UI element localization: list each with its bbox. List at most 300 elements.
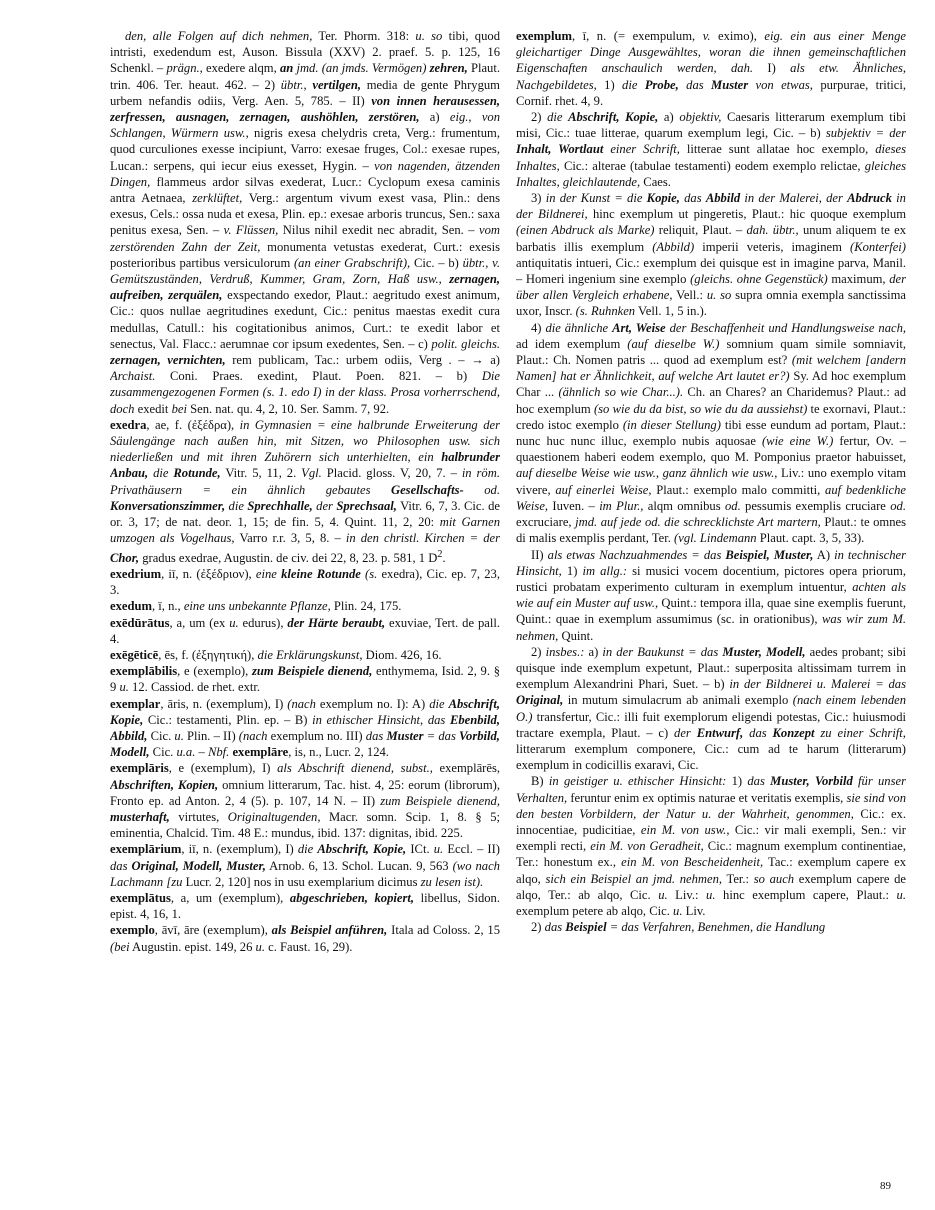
italic-text: im Plur.,: [599, 498, 644, 513]
dictionary-entry: [110, 890, 500, 922]
italic-text: in der Bildnerei u. Malerei = das: [729, 677, 906, 692]
text-run: Vell.:: [672, 288, 707, 303]
text-run: Eccl. – II): [443, 842, 500, 857]
italic-text: ein M. von usw.,: [640, 822, 730, 837]
text-run: Arnob. 6, 13. Schol. Lucan. 9, 563: [265, 858, 453, 873]
text-run: Ter. Phorm. 318:: [312, 29, 416, 43]
italic-text: das: [684, 191, 702, 206]
italic-text: = das Verfahren, Benehmen, die Handlung: [609, 920, 826, 935]
text-run: 2): [531, 644, 546, 659]
italic-text: ein M. von Geradheit,: [590, 839, 704, 854]
italic-text: die ähnliche: [545, 320, 609, 335]
dictionary-entry: [110, 841, 500, 890]
italic-text: die: [297, 842, 314, 857]
text-run: , e (exemplo),: [177, 664, 252, 679]
text-run: exemplum capere de alqo, Ter.: ab alqo, Cic.: [516, 871, 906, 902]
text-run: litterae sunt allatae hoc exemplo,: [679, 142, 876, 157]
text-run: a): [419, 110, 450, 125]
text-run: 1): [561, 563, 583, 578]
italic-text: einer Schrift,: [610, 142, 680, 157]
text-run: Varro r.r. 3, 5, 8. –: [234, 531, 346, 546]
italic-text: (wie eine W.): [761, 434, 834, 449]
italic-text: so auch: [753, 871, 795, 886]
text-run: Plin. 24, 175.: [330, 599, 402, 614]
dictionary-entry: [110, 663, 500, 695]
italic-text: od.: [890, 498, 906, 513]
text-run: eximo),: [710, 29, 765, 43]
text-run: Ch. an Chares? an Charidemus? Plaut.: ad hoc exemplum: [516, 385, 906, 416]
text-run: exedere alqm,: [202, 61, 280, 76]
italic-text: die Erklärungskunst,: [257, 647, 363, 662]
text-run: exemplum no. I): A): [315, 696, 430, 711]
italic-text: der über allen Vergleich erhabene,: [516, 272, 906, 303]
text-run: tibi, quod intristi, exedendum est, Auson. Bissula (XXV) 2. praef. 5. p. 125, 16 Schenkl. –: [110, 29, 500, 76]
translation: Inhalt, Wortlaut: [516, 142, 604, 157]
text-run: Caes.: [640, 174, 671, 189]
italic-text: (so wie du da bist, so wie du da aussiehst): [593, 401, 808, 416]
italic-text: im allg.:: [582, 563, 628, 578]
text-run: a): [658, 110, 680, 125]
text-run: 4): [531, 320, 546, 335]
translation: Original, Modell, Muster,: [131, 858, 266, 873]
italic-text: das: [365, 728, 384, 743]
italic-text: (nach: [287, 696, 316, 711]
text-run: exedit: [134, 401, 172, 416]
italic-text: die: [228, 498, 244, 513]
headword: exemplo: [110, 923, 155, 938]
italic-text: insbes.:: [545, 644, 585, 659]
italic-text: jmd. (an jmds. Vermögen): [293, 61, 430, 76]
text-run: [704, 78, 711, 92]
italic-text: die: [429, 696, 445, 711]
text-run: aedes probant; sibi quisque inde exemplum expetunt, Plaut.: superposita altissimam turrem in exemplum Alexandrini Phari, Suet. – b): [516, 644, 906, 692]
text-run: si musici vocem docentium, pictores opera priorum, rustici probatam experimento culturam in exemplum intuentur,: [516, 563, 906, 594]
text-run: .: [442, 550, 446, 565]
translation: von innen herausessen, zerfressen, ausnagen, zernagen, aushöhlen, zerstören,: [110, 93, 500, 125]
text-run: hinc exemplum ut pingeretis, Plaut.: hic quoque exemplum: [587, 207, 906, 222]
italic-text: dah. übtr.,: [746, 223, 799, 238]
italic-text: (wo nach Lachmann [zu: [110, 858, 500, 889]
translation: Abdruck: [847, 191, 892, 206]
text-run: 12. Cassiod. de rhet. extr.: [128, 680, 261, 695]
text-run: 2): [531, 920, 545, 935]
italic-text: den, alle Folgen auf dich nehmen,: [125, 29, 313, 43]
italic-text: in der Baukunst = das: [602, 644, 719, 659]
italic-text: bei: [171, 401, 187, 416]
text-run: , ī, n.,: [151, 599, 184, 614]
translation: Abbild: [705, 191, 741, 206]
headword: exedrium: [110, 566, 162, 581]
text-run: , e (exemplum), I): [168, 761, 278, 776]
text-run: antiquitatis intueri, Cic.: exemplum dei quisque est in imagine parva, Manil. – Homeri ingenium sine exemplo: [516, 255, 906, 287]
text-run: Cic.: testamenti, Plin. ep. – B): [143, 712, 313, 727]
italic-text: subjektiv = der: [825, 126, 906, 141]
text-run: 1): [726, 774, 748, 789]
italic-text: gleiches Inhaltes, gleichlautende,: [516, 158, 906, 189]
translation: abgeschrieben, kopiert,: [289, 890, 415, 905]
italic-text: u. so: [415, 29, 443, 43]
dictionary-entry: [110, 417, 500, 566]
text-run: omnium litterarum, Tac. hist. 4, 25: eorum (librorum), Fronto ep. ad Anton. 2, 4 (5). p. 107, 14 N. – II): [110, 777, 500, 808]
text-run: Lucr. 2, 120] nos in usu exemplarium dicimus: [182, 874, 421, 889]
italic-text: =: [426, 728, 436, 743]
italic-text: auf dieselbe Weise wie usw., ganz ähnlich wie usw.,: [516, 466, 778, 481]
italic-text: als etwas Nachzuahmendes = das: [547, 547, 722, 562]
text-run: virtutes,: [169, 809, 228, 824]
headword: exēdūrātus: [110, 615, 170, 630]
italic-text: vom zerstörenden Zahn der Zeit,: [110, 223, 500, 254]
translation: Entwurf,: [696, 725, 744, 740]
translation: Kopie,: [646, 191, 680, 206]
text-run: Vitr. 5, 11, 2.: [220, 466, 302, 481]
translation: Muster: [386, 728, 424, 743]
italic-text: übtr., v. Gemütszuständen, Verdruß, Kummer, Gram, Zorn, Haß usw.,: [110, 255, 500, 287]
text-run: Plaut. trin. 406. Ter. heaut. 462. – 2): [110, 61, 500, 92]
text-run: Liv.: uno exemplo vitam vivere,: [516, 466, 906, 497]
dictionary-entry: [516, 28, 906, 109]
italic-text: das: [438, 728, 456, 743]
entry-subsection: [516, 644, 906, 774]
italic-text: eig., von Schlangen, Würmern usw.,: [110, 110, 500, 141]
italic-text: Archaist.: [110, 369, 156, 384]
headword: exēgēticē: [110, 647, 159, 662]
italic-text: von nagenden, ätzenden Dingen,: [110, 158, 500, 189]
text-run: flammeus ardor silvas exederat, Lucr.: Cyclopum exesa caminis antra Aetnaea,: [110, 174, 500, 206]
translation: Original,: [516, 693, 564, 708]
text-run: ad idem exemplum: [516, 336, 628, 351]
italic-text: in Gymnasien = eine halbrunde Erweiterung der Säulengänge nach außen hin, mit Sitzen, wo Philosophen usw. sich niederließen und mit ihren Zuhörern sich unterhielten, ein: [110, 417, 500, 465]
italic-text: Vgl.: [301, 466, 322, 481]
text-run: [748, 78, 755, 92]
entry-subsection: [516, 919, 906, 935]
text-run: Liv.:: [667, 887, 707, 902]
italic-text: (auf dieselbe W.): [627, 336, 720, 351]
text-run: reliquit, Plaut. –: [654, 223, 747, 238]
text-run: Verg.: argentum vivum exest vasa, Plin.: dens exesus, Cels.: ossa nuda et exesa, Plin. ep.: exesae arboris truncus, Sen.: saxa penitus exesa, Sen. –: [110, 191, 500, 238]
italic-text: der Beschaffenheit und Handlungsweise nach,: [669, 320, 906, 335]
text-run: Plaut.: exemplo malo committi,: [651, 482, 826, 497]
translation: Beispiel: [565, 920, 607, 935]
translation: Rotunde,: [173, 466, 221, 481]
text-run: 1): [596, 77, 623, 92]
text-run: somnium quam simile somniavit, Plaut.: Ch. Nomen patris ... quod ad exemplum est?: [516, 336, 906, 368]
text-run: Coni. Praes. exedint, Plaut. Poen. 821. – b): [155, 369, 482, 384]
entry-subsection: [516, 773, 906, 919]
italic-text: u.: [174, 728, 184, 743]
text-run: exuviae, Tert. de pall. 4.: [110, 615, 500, 646]
italic-text: (s. Ruhnken: [575, 304, 636, 319]
text-run: Cic.: alterae (tabulae testamenti) eodem exemplo relictae,: [559, 158, 865, 173]
translation: Abschrift, Kopie,: [110, 696, 500, 727]
text-run: Iuven. –: [548, 498, 600, 513]
italic-text: u.: [433, 842, 444, 857]
italic-text: in der Malerei, der: [744, 191, 843, 206]
text-run: , a, um (ex: [169, 615, 230, 630]
text-run: monumenta vetustas exederat, Curt.: exesis posterioribus partibus versiculorum: [110, 239, 500, 270]
italic-text: u.: [706, 887, 716, 902]
italic-text: sie sind von den besten Vorbildern, der Natur u. der Wahrheit, genommen,: [516, 790, 906, 821]
translation: Abschriften, Kopien,: [110, 777, 219, 792]
translation: an: [279, 61, 294, 76]
translation: Muster: [711, 77, 749, 92]
italic-text: der: [674, 725, 691, 740]
text-run: a): [584, 644, 603, 659]
text-run: –: [195, 745, 208, 760]
text-run: gradus exedrae, Augustin. de civ. dei 22, 8, 23. p. 581, 1 D: [139, 550, 438, 565]
text-run: exemplum no. III): [267, 728, 366, 743]
italic-text: u. so: [706, 288, 732, 303]
text-run: Vell. 1, 5 in.).: [635, 304, 707, 319]
text-run: Cic.: ex. innocentiae, pudicitiae,: [516, 806, 906, 837]
translation: zehren,: [429, 61, 468, 76]
italic-text: zu lesen ist).: [420, 874, 484, 889]
text-run: in mutum simulacrum ab animali exemplo: [563, 693, 793, 708]
text-run: Sen. nat. qu. 4, 2, 10. Ser. Samm. 7, 92.: [186, 401, 390, 416]
italic-text: für unser Verhalten,: [516, 774, 906, 805]
italic-text: auf bedenkliche Weise,: [516, 482, 906, 513]
text-run: Tac.: exemplum capere ex alqo,: [516, 855, 906, 886]
italic-text: (bei: [110, 939, 130, 954]
text-run: Caesaris litterarum exemplum tibi misi, Cic.: tuae litterae, quarum exemplum legi, Cic. – b): [516, 110, 906, 141]
italic-text: u.: [229, 615, 239, 630]
text-run: tibi esse eundum ad portam, Plaut.: nunc huc nunc illuc, exemplo nubis aquosae: [516, 417, 906, 449]
italic-text: das: [749, 725, 767, 740]
text-run: [637, 78, 644, 92]
text-run: , ae, f. (ἐξέδρα),: [146, 417, 240, 432]
italic-text: zerklüftet,: [192, 191, 243, 206]
text-run: Ter.:: [722, 871, 754, 886]
text-run: rem publicam, Tac.: urbem odiis, Verg . – → a): [225, 353, 500, 368]
italic-text: in der Kunst = die: [545, 191, 643, 206]
headword: exemplāre: [232, 745, 289, 760]
text-run: litterarum exemplum componere, Cic.: cum ad te harum (litterarum) exemplum in codicillis exaravi, Cic.: [516, 741, 906, 773]
translation: Probe,: [644, 77, 679, 92]
text-run: , iī, n. (exemplum), I): [181, 842, 298, 857]
italic-text: u.: [673, 903, 683, 918]
text-run: exedra), Cic. ep. 7, 23, 3.: [110, 566, 500, 598]
italic-text: zum Beispiele dienend,: [380, 793, 500, 808]
text-run: , ī, n. (= exempulum,: [571, 29, 703, 43]
text-run: , āvī, āre (exemplum),: [154, 923, 272, 938]
translation: als Beispiel anführen,: [271, 923, 388, 938]
text-run: exspectando exedor, Plaut.: aegritudo exest animum, Cic.: quos nullae aegritudines exedunt, Cic.: penitus maestas exedit cura medullas, Catull.: his cogitationibus animos, Curt.: te exedit labor et senectus, Val. Flacc.: aerumnae cor ipsum exedentes, Sen. – c): [110, 288, 500, 351]
entry-subsection: [516, 320, 906, 547]
text-run: nigris exesa chelydris creta, Verg.: frumentum, quod curculiones exesse incipiunt, Varro: exesae fruges, Col.: exesae rupes, Lucan.: serpens, qui iecur eius exesset, Hygin. –: [110, 126, 500, 173]
italic-text: als Abschrift dienend, subst.,: [277, 761, 433, 776]
italic-text: (nach einem lebenden O.): [516, 693, 906, 724]
text-run: Quint.: [558, 628, 594, 643]
headword: exemplum: [516, 29, 572, 43]
italic-text: Nbf.: [207, 745, 230, 760]
entry-subsection: [516, 190, 906, 320]
italic-text: (nach: [238, 728, 268, 743]
italic-text: die: [622, 77, 638, 92]
text-run: Quint.: tempora illa, quae sine exemplis fuerunt, Quint.: quae in exemplum assumimus (sc. in orationibus),: [516, 596, 906, 627]
text-run: , is, n., Lucr. 2, 124.: [288, 745, 389, 760]
italic-text: od.: [484, 482, 500, 497]
text-run: supra omnia exempla sanctissima uxor, Inscr.: [516, 288, 906, 319]
italic-text: u.: [119, 680, 129, 695]
italic-text: u.: [255, 939, 265, 954]
italic-text: Die zusammengezogenen Formen (s. 1. edo I) in der klass. Prosa vorherrschend, doch: [110, 369, 500, 416]
italic-text: achten als wie auf ein Muster auf usw.,: [516, 579, 906, 611]
italic-text: in technischer Hinsicht,: [516, 547, 906, 578]
translation: Abschrift, Kopie,: [568, 110, 659, 125]
dictionary-entry: [110, 760, 500, 841]
translation: Art, Weise: [612, 320, 666, 335]
text-run: , a, um (exemplum),: [170, 890, 290, 905]
translation: der Härte beraubt,: [287, 615, 386, 630]
italic-text: v.: [702, 29, 711, 43]
text-run: A): [813, 547, 835, 562]
left-column: [110, 28, 500, 1178]
translation: halbrunder Anbau,: [110, 450, 500, 481]
entry-subsection: [516, 547, 906, 644]
text-run: exemplārēs,: [432, 761, 500, 776]
italic-text: von etwas,: [755, 77, 813, 92]
translation: Konversationszimmer,: [110, 498, 226, 513]
italic-text: eig. ein aus einer Menge gleichartiger Dinge Ausgewähltes, woran die ihnen gemeinschaftlichen Eigenschaften anschaulich werden, dah.: [516, 29, 906, 76]
headword: exedum: [110, 599, 152, 614]
text-run: libellus, Sidon. epist. 4, 16, 1.: [110, 890, 500, 922]
text-run: transfertur, Cic.: illi fuit exemplorum eligendi potestas, Cic.: huiusmodi tractare exempla, Plaut. – c): [516, 709, 906, 740]
italic-text: (in dieser Stellung): [622, 417, 721, 432]
text-run: media de gente Phrygum urbem nefandis odiis, Verg. Aen. 5, 785. – II): [110, 77, 500, 108]
text-run: Cic.: magnum exemplum continentiae, Ter.: honestum ex.,: [516, 839, 906, 870]
translation: musterhaft,: [110, 809, 170, 824]
italic-text: sich ein Beispiel an jmd. nehmen,: [545, 871, 723, 886]
translation: Vorbild, Modell,: [110, 728, 500, 760]
translation: vertilgen,: [312, 77, 361, 92]
text-run: excruciare,: [516, 515, 576, 530]
headword: exemplāris: [110, 761, 169, 776]
text-run: Cic.: [149, 745, 177, 760]
italic-text: (Konterfei): [850, 239, 906, 254]
translation: Sprechsaal,: [336, 498, 397, 513]
italic-text: als etw. Ähnliches, Nachgebildetes,: [516, 61, 906, 92]
italic-text: ein M. von Bescheidenheit,: [621, 855, 764, 870]
italic-text: (gleichs. ohne Gegenstück): [690, 272, 828, 287]
dictionary-entry: [110, 615, 500, 647]
text-run: , āris, n. (exemplum), I): [160, 696, 288, 711]
text-run: alqm omnibus: [643, 498, 725, 513]
italic-text: (Abbild): [652, 239, 695, 254]
italic-text: in röm. Privathäusern = ein ähnlich gebautes: [110, 466, 500, 497]
right-column: [516, 28, 906, 1178]
translation: Konzept: [772, 725, 815, 740]
entry-subsection: [110, 28, 500, 417]
text-run: ICt.: [406, 842, 434, 857]
text-run: maximum,: [827, 272, 890, 287]
text-run: Plin. – II): [183, 728, 239, 743]
italic-text: der: [316, 498, 333, 513]
translation: zernagen, aufreiben, zerquälen,: [110, 272, 500, 303]
translation: Muster, Vorbild: [770, 774, 853, 789]
dictionary-entry: [110, 566, 500, 598]
italic-text: (einen Abdruck als Marke): [516, 223, 655, 238]
text-run: , iī, n. (ἐξέδριον),: [161, 566, 256, 581]
text-run: imperii veteris, imaginem: [694, 239, 851, 254]
italic-text: mit Garnen umzogen als Vogelhaus,: [110, 515, 500, 546]
text-run: Cic.: [147, 728, 175, 743]
italic-text: die: [153, 466, 169, 481]
italic-text: v. Flüssen,: [223, 223, 279, 238]
text-run: , ēs, f. (ἐξηγητική),: [158, 647, 258, 662]
translation: zum Beispiele dienend,: [251, 664, 373, 679]
italic-text: zu einer Schrift,: [820, 725, 906, 740]
text-run: feruntur enim ex optimis naturae et veritatis exemplis,: [567, 790, 847, 805]
italic-text: in geistiger u. ethischer Hinsicht:: [548, 774, 727, 789]
italic-text: in der Bildnerei,: [516, 191, 906, 222]
headword: exemplābilis: [110, 664, 178, 679]
dictionary-entry: [110, 598, 500, 614]
translation: Chor,: [110, 550, 140, 565]
italic-text: u.: [896, 887, 906, 902]
dictionary-entry: [110, 696, 500, 761]
superscript: 2: [437, 548, 443, 560]
text-run: Nilus nihil exedit nec abradit, Sen. –: [278, 223, 480, 238]
text-run: Diom. 426, 16.: [362, 647, 442, 662]
text-run: Placid. gloss. V, 20, 7. –: [321, 466, 462, 481]
italic-text: polit. gleichs.: [431, 336, 500, 351]
dictionary-entry: [110, 647, 500, 663]
text-run: I): [753, 61, 791, 76]
text-run: pessumis exemplis cruciare: [740, 498, 891, 513]
italic-text: was wir zum M. nehmen,: [516, 612, 906, 643]
translation: Muster, Modell,: [722, 644, 806, 659]
italic-text: (ähnlich so wie Char...).: [558, 385, 684, 400]
italic-text: das: [110, 858, 128, 873]
translation: Abschrift, Kopie,: [317, 842, 407, 857]
translation: Beispiel, Muster,: [725, 547, 814, 562]
headword: exemplar: [110, 696, 161, 711]
italic-text: in ethischer Hinsicht, das: [312, 712, 446, 727]
text-run: hinc exemplum capere, Plaut.:: [715, 887, 897, 902]
italic-text: auf einerlei Weise,: [555, 482, 652, 497]
text-run: [370, 483, 391, 497]
translation: Sprechhalle,: [247, 498, 313, 513]
italic-text: Originaltugenden,: [227, 809, 321, 824]
text-run: te exornavi, Plaut.: credo istoc exemplo: [516, 401, 906, 432]
italic-text: u.: [658, 887, 668, 902]
text-run: Plaut. capt. 3, 5, 33).: [756, 531, 865, 546]
text-run: enthymema, Isid. 2, 9. § 9: [110, 664, 500, 695]
text-run: Macr. somn. Scip. 1, 8. § 5; eminentia, Chalcid. Tim. 48 E.: mundus, ibid. 137: dignitas, ibid. 225.: [110, 809, 500, 841]
translation: kleine Rotunde: [281, 566, 361, 581]
text-run: Cic. – b): [410, 255, 463, 270]
text-run: Itala ad Coloss. 2, 15: [387, 923, 500, 938]
italic-text: objektiv,: [679, 110, 722, 125]
italic-text: (an einer Grabschrift),: [293, 255, 411, 270]
italic-text: (s.: [365, 566, 378, 581]
italic-text: dieses Inhaltes,: [516, 142, 906, 173]
text-run: Cic.: vir mali exempli, Sen.: vir exempli recti,: [516, 822, 906, 854]
text-run: Plaut.: te omnes di malis exemplis perdant, Ter.: [516, 515, 906, 546]
headword: exedra: [110, 417, 147, 432]
text-run: Vitr. 6, 7, 3. Cic. de or. 3, 17; de nat. deor. 1, 15; de fin. 5, 4. Quint. 11, 2, 20:: [110, 498, 500, 530]
italic-text: das: [544, 920, 563, 935]
italic-text: (vgl. Lindemann: [674, 531, 757, 546]
text-run: 2): [531, 110, 548, 125]
text-run: exemplum petere ab alqo, Cic.: [516, 903, 674, 918]
translation: Ebenbild, Abbild,: [110, 712, 500, 743]
italic-text: die: [547, 110, 563, 125]
text-run: II): [531, 547, 548, 562]
text-run: fertur, Ov. – quaestionem haberi eodem exemplo, quo M. Pomponius praetor habuisset,: [516, 434, 906, 465]
italic-text: das: [686, 77, 704, 92]
italic-text: das: [747, 774, 765, 789]
text-run: B): [531, 774, 549, 789]
